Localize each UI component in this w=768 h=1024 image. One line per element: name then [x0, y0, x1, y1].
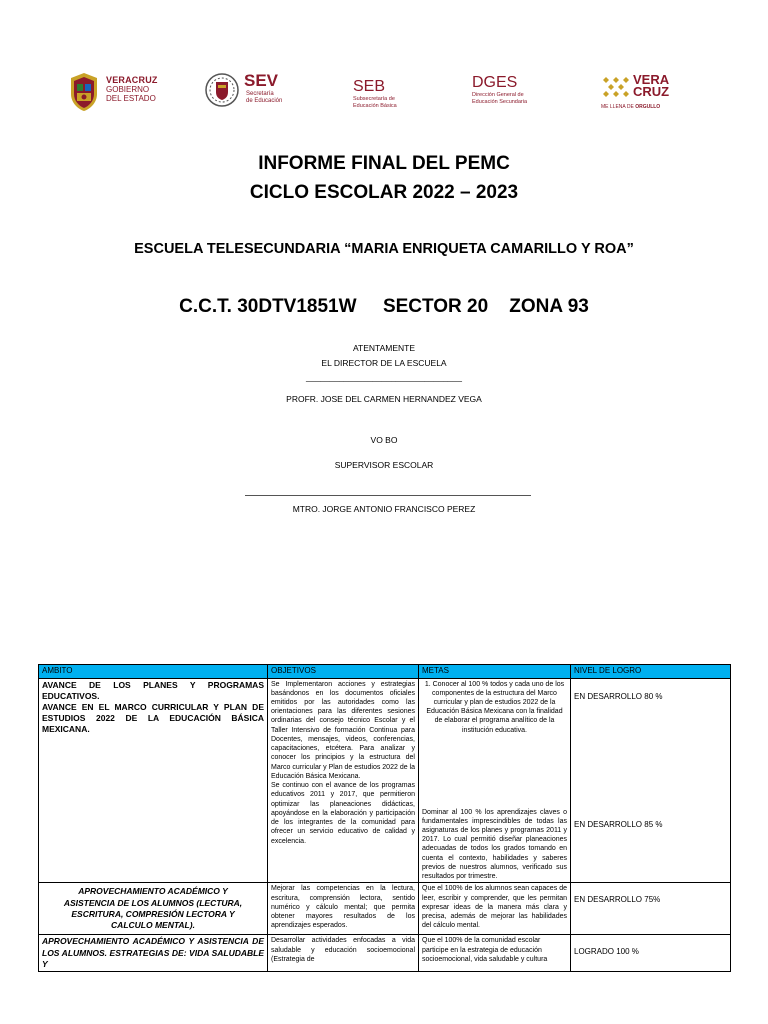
gobierno-wordmark: GOBIERNO [106, 85, 150, 94]
table-header-row [39, 665, 731, 679]
veracruz-coat-of-arms-icon [68, 72, 100, 112]
objetivo-cell: Desarrollar actividades enfocadas a vida saludable y educación socioemocional (Estrategia de [268, 935, 419, 972]
objetivo-cell: Mejorar las competencias en la lectura, escritura, comprensión lectora, sentido numérico y cálculo mental; que permita obtener mayores resultados de los aprendizajes esperados. [268, 883, 419, 935]
cruz-wordmark: CRUZ [633, 84, 670, 99]
meta-cell: Que el 100% de la comunidad escolar participe en la estrategia de educación socioemocional, vida saludable y cultura [419, 935, 571, 972]
sev-logo [204, 68, 300, 116]
pemc-results-table [38, 664, 731, 972]
ambito-cell [39, 678, 268, 883]
nivel-cell [571, 678, 731, 883]
objetivo-text: Se continuo con el avance de los programas educativos 2011 y 2017, que permitieron optimizar las planeaciones didácticas, apoyándose en la elaboración y participación de los integrantes de la comunidad para ofrecer un servicio educativo de calidad y excelencia. [271, 782, 415, 845]
supervisor-signature-line [245, 495, 531, 496]
del-estado-wordmark: DEL ESTADO [106, 94, 156, 103]
supervisor-name: MTRO. JORGE ANTONIO FRANCISCO PEREZ [292, 504, 476, 514]
header-nivel-de-logro: NIVEL DE LOGRO [571, 665, 731, 679]
nivel-text: EN DESARROLLO 80 % [574, 691, 663, 701]
objetivo-cell [268, 678, 419, 883]
ambito-cell: APROVECHAMIENTO ACADÉMICO Y ASISTENCIA DE LOS ALUMNOS. ESTRATEGIAS DE: VIDA SALUDABLE Y [39, 935, 268, 972]
logo-bar [0, 68, 768, 116]
header-metas: METAS [419, 665, 571, 679]
supervisor-title: SUPERVISOR ESCOLAR [334, 460, 434, 470]
header-ambito: AMBITO [39, 665, 268, 679]
meta-text: Dominar al 100 % los aprendizajes claves o fundamentales imprescindibles de todas las asignaturas de los planes y programas 2011 y 2017. Lo cual permitió diseñar planeaciones adecuadas de todos los grados tomando en cuenta el contexto, habilidades y saberes previos de nuestros alumnos, verificado sus resultados por trimestre. [422, 808, 567, 881]
meta-text: 1. Conocer al 100 % todos y cada uno de los componentes de la estructura del Marco curricular y plan de estudios 2022 de la Educación Básica Mexicana con la finalidad de elaborar el programa analítico de la institución educativa. [424, 680, 565, 734]
report-title: INFORME FINAL DEL PEMC [258, 153, 510, 174]
nivel-cell: LOGRADO 100 % [571, 935, 731, 972]
objetivo-text: Se Implementaron acciones y estrategias basándonos en los documentos oficiales emitidos por las autoridades como las orientaciones para las diferentes sesiones ordinarias del consejo técnico Escolar y el Taller Intensivo de formación Continua para Docentes, mensajes, videos, conferencias, capacitaciones, etcétera. Para analizar y conocer los principios y la estructura del Marco curricular y Plan de estudios 2022 de la Educación Básica Mexicana. [271, 680, 415, 780]
seb-wordmark: SEB [353, 78, 386, 95]
sev-wordmark: SEV [244, 71, 279, 90]
nivel-cell: EN DESARROLLO 75% [571, 883, 731, 935]
seb-logo [353, 68, 433, 116]
table-row [39, 678, 731, 883]
ambito-text: AVANCE DE LOS PLANES Y PROGRAMAS EDUCATIVOS. [42, 679, 264, 701]
veracruz-pattern-icon [601, 74, 631, 100]
dges-wordmark: DGES [472, 74, 518, 91]
atentamente-label: ATENTAMENTE [352, 343, 416, 353]
header-objetivos: OBJETIVOS [268, 665, 419, 679]
veracruz-government-logo [68, 68, 168, 116]
veracruz-slogan [601, 104, 660, 110]
school-name: ESCUELA TELESECUNDARIA “MARIA ENRIQUETA CAMARILLO Y ROA” [134, 241, 634, 257]
director-signature-line: _________________________________ [305, 372, 462, 382]
meta-cell: Que el 100% de los alumnos sean capaces de leer, escribir y comprender, que les permitan expresar ideas de la manera más clara y precisa, además de mejorar las habilidades del cálculo mental. [419, 883, 571, 935]
table-row [39, 935, 731, 972]
dges-logo [472, 68, 562, 116]
director-title: EL DIRECTOR DE LA ESCUELA [321, 358, 447, 368]
vobo-label: VO BO [370, 435, 398, 445]
school-year-title: CICLO ESCOLAR 2022 – 2023 [249, 182, 519, 203]
table-row [39, 883, 731, 935]
sev-subtitle-2: de Educación [246, 98, 283, 104]
vera-wordmark: VERA [633, 72, 670, 87]
cct-sector-zone: C.C.T. 30DTV1851W SECTOR 20 ZONA 93 [179, 296, 589, 317]
sev-subtitle-1: Secretaría [246, 91, 274, 97]
nivel-text: EN DESARROLLO 85 % [574, 819, 663, 829]
dges-subtitle-1: Dirección General de [472, 92, 524, 98]
meta-cell [419, 678, 571, 883]
dges-subtitle-2: Educación Secundaria [472, 99, 528, 105]
slogan-part-2: ORGULLO [635, 104, 661, 110]
seb-subtitle-2: Educación Básica [353, 103, 397, 109]
slogan-part-1: ME LLENA DE [601, 104, 636, 110]
ambito-cell: APROVECHAMIENTO ACADÉMICO Y ASISTENCIA DE LOS ALUMNOS (LECTURA, ESCRITURA, COMPRESIÓN LECTORA Y CALCULO MENTAL). [39, 883, 268, 935]
veracruz-brand-logo [601, 68, 676, 116]
sev-seal-icon [204, 72, 240, 108]
ambito-text: AVANCE EN EL MARCO CURRICULAR Y PLAN DE ESTUDIOS 2022 DE LA EDUCACIÓN BÁSICA MEXICANA. [42, 701, 264, 735]
veracruz-wordmark: VERACRUZ [106, 75, 158, 85]
seb-subtitle-1: Subsecretaría de [353, 96, 395, 102]
director-name: PROFR. JOSE DEL CARMEN HERNANDEZ VEGA [286, 394, 482, 404]
